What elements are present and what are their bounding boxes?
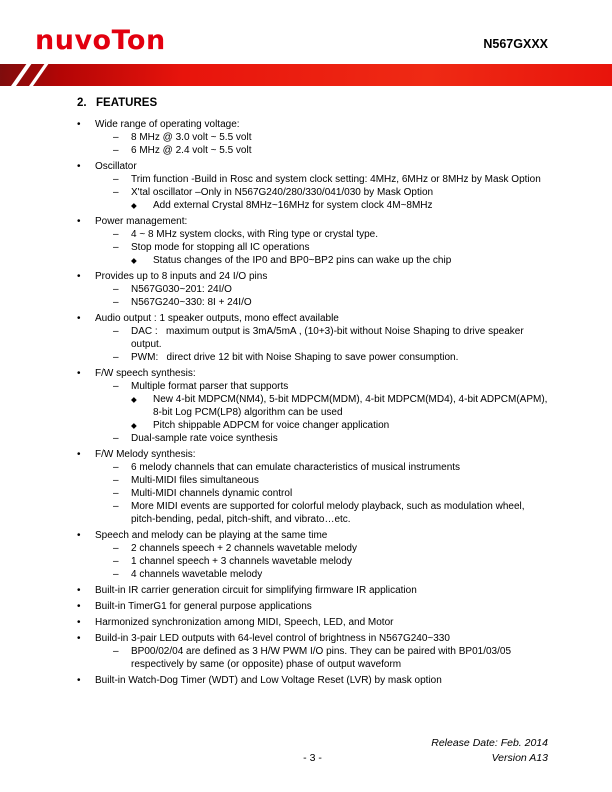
feature-item: [113, 173, 548, 186]
dash-icon: –: [113, 174, 119, 185]
section-title: FEATURES: [96, 97, 158, 109]
section-heading: [77, 97, 548, 109]
feature-text: Provides up to 8 inputs and 24 I/O pins: [95, 271, 268, 282]
feature-item: [131, 254, 548, 267]
dash-icon: –: [113, 284, 119, 295]
feature-item: [113, 568, 548, 581]
dash-icon: –: [113, 433, 119, 444]
bullet-icon: •: [77, 119, 81, 130]
feature-item: [77, 215, 548, 228]
feature-item: [113, 325, 548, 351]
page-header: [35, 26, 548, 56]
bullet-icon: •: [77, 601, 81, 612]
feature-item: [77, 312, 548, 325]
dash-icon: –: [113, 488, 119, 499]
dash-icon: –: [113, 569, 119, 580]
feature-text: Harmonized synchronization among MIDI, Speech, LED, and Motor: [95, 617, 394, 628]
feature-item: [77, 600, 548, 613]
features-list: [77, 118, 551, 687]
feature-item: [113, 283, 548, 296]
dash-icon: –: [113, 462, 119, 473]
feature-text: Multiple format parser that supports: [131, 381, 289, 392]
bullet-icon: •: [77, 449, 81, 460]
feature-text: Audio output : 1 speaker outputs, mono effect available: [95, 313, 339, 324]
feature-text: X'tal oscillator –Only in N567G240/280/330/041/030 by Mask Option: [131, 187, 434, 198]
feature-item: [131, 419, 548, 432]
bullet-icon: •: [77, 675, 81, 686]
feature-text: F/W speech synthesis:: [95, 368, 196, 379]
feature-item: [113, 131, 548, 144]
dash-icon: –: [113, 326, 119, 337]
feature-item: [113, 487, 548, 500]
dash-icon: –: [113, 297, 119, 308]
feature-text: 4 channels wavetable melody: [131, 569, 263, 580]
feature-text: F/W Melody synthesis:: [95, 449, 196, 460]
dash-icon: –: [113, 187, 119, 198]
feature-text: Power management:: [95, 216, 188, 227]
feature-text: Stop mode for stopping all IC operations: [131, 242, 310, 253]
feature-item: [131, 393, 551, 419]
release-date: Release Date: Feb. 2014: [431, 737, 548, 749]
feature-text: Built-in IR carrier generation circuit for simplifying firmware IR application: [95, 585, 417, 596]
feature-item: [131, 199, 548, 212]
feature-item: [113, 144, 548, 157]
feature-item: [77, 674, 548, 687]
feature-item: [113, 542, 548, 555]
footer-row: [77, 751, 548, 765]
feature-text: BP00/02/04 are defined as 3 H/W PWM I/O pins. They can be paired with BP01/03/05 respectively by same (or opposite) phase of output waveform: [131, 646, 514, 670]
feature-text: Status changes of the IP0 and BP0~BP2 pins can wake up the chip: [153, 255, 452, 266]
dash-icon: –: [113, 646, 119, 657]
dash-icon: –: [113, 556, 119, 567]
dash-icon: –: [113, 145, 119, 156]
dash-icon: –: [113, 242, 119, 253]
feature-text: PWM: direct drive 12 bit with Noise Shaping to save power consumption.: [131, 352, 459, 363]
feature-text: DAC : maximum output is 3mA/5mA , (10+3)-bit without Noise Shaping to drive speaker output.: [131, 326, 527, 350]
version-label: Version A13: [491, 752, 548, 764]
feature-item: [113, 351, 548, 364]
feature-item: [113, 380, 548, 393]
dash-icon: –: [113, 475, 119, 486]
dash-icon: –: [113, 501, 119, 512]
main-content: [77, 97, 551, 687]
feature-text: 6 MHz @ 2.4 volt ~ 5.5 volt: [131, 145, 252, 156]
document-number: N567GXXX: [483, 37, 548, 51]
dash-icon: –: [113, 229, 119, 240]
bullet-icon: •: [77, 617, 81, 628]
feature-item: [77, 448, 548, 461]
feature-item: [113, 645, 548, 671]
feature-item: [113, 474, 548, 487]
dash-icon: –: [113, 381, 119, 392]
bullet-icon: •: [77, 530, 81, 541]
bullet-icon: •: [77, 633, 81, 644]
bullet-icon: •: [77, 313, 81, 324]
feature-item: [77, 632, 548, 645]
feature-text: Multi-MIDI files simultaneous: [131, 475, 259, 486]
feature-text: Wide range of operating voltage:: [95, 119, 240, 130]
feature-item: [113, 500, 548, 526]
feature-item: [113, 296, 548, 309]
feature-item: [113, 432, 548, 445]
feature-text: 4 ~ 8 MHz system clocks, with Ring type or crystal type.: [131, 229, 379, 240]
bullet-icon: •: [77, 271, 81, 282]
feature-item: [77, 270, 548, 283]
feature-text: Trim function -Build in Rosc and system clock setting: 4MHz, 6MHz or 8MHz by Mask Option: [131, 174, 541, 185]
feature-text: Dual-sample rate voice synthesis: [131, 433, 278, 444]
feature-text: 8 MHz @ 3.0 volt ~ 5.5 volt: [131, 132, 252, 143]
feature-text: Build-in 3-pair LED outputs with 64-level control of brightness in N567G240~330: [95, 633, 450, 644]
feature-text: Built-in TimerG1 for general purpose applications: [95, 601, 312, 612]
feature-item: [77, 118, 548, 131]
dash-icon: –: [113, 543, 119, 554]
feature-text: 1 channel speech + 3 channels wavetable melody: [131, 556, 352, 567]
dash-icon: –: [113, 132, 119, 143]
feature-text: Speech and melody can be playing at the same time: [95, 530, 328, 541]
feature-item: [77, 367, 548, 380]
feature-item: [113, 555, 548, 568]
diamond-icon: ◆: [131, 421, 137, 430]
bullet-icon: •: [77, 161, 81, 172]
feature-item: [113, 228, 548, 241]
feature-text: Multi-MIDI channels dynamic control: [131, 488, 293, 499]
feature-text: 6 melody channels that can emulate characteristics of musical instruments: [131, 462, 461, 473]
feature-item: [113, 241, 548, 254]
nuvoton-logo: nuvoTon: [35, 25, 166, 56]
page-number: - 3 -: [303, 752, 322, 764]
bullet-icon: •: [77, 585, 81, 596]
section-number: 2.: [77, 97, 87, 109]
feature-text: More MIDI events are supported for colorful melody playback, such as modulation wheel, pitch-bending, pedal, pitch-shift, and vibrato…etc.: [131, 501, 528, 525]
feature-text: 2 channels speech + 2 channels wavetable melody: [131, 543, 357, 554]
feature-item: [77, 616, 548, 629]
diamond-icon: ◆: [131, 256, 137, 265]
feature-item: [77, 584, 548, 597]
feature-item: [113, 461, 548, 474]
bullet-icon: •: [77, 216, 81, 227]
feature-text: N567G240~330: 8I + 24I/O: [131, 297, 252, 308]
feature-text: Add external Crystal 8MHz~16MHz for system clock 4M~8MHz: [153, 200, 433, 211]
feature-item: [77, 529, 548, 542]
dash-icon: –: [113, 352, 119, 363]
feature-text: Built-in Watch-Dog Timer (WDT) and Low Voltage Reset (LVR) by mask option: [95, 675, 442, 686]
bullet-icon: •: [77, 368, 81, 379]
diamond-icon: ◆: [131, 395, 137, 404]
feature-item: [113, 186, 548, 199]
feature-item: [77, 160, 548, 173]
feature-text: N567G030~201: 24I/O: [131, 284, 232, 295]
feature-text: Pitch shippable ADPCM for voice changer application: [153, 420, 390, 431]
diamond-icon: ◆: [131, 201, 137, 210]
feature-text: Oscillator: [95, 161, 137, 172]
feature-text: New 4-bit MDPCM(NM4), 5-bit MDPCM(MDM), 4-bit MDPCM(MD4), 4-bit ADPCM(APM), 8-bit Log PCM(LP8) algorithm can be used: [153, 394, 551, 418]
header-red-band: [0, 64, 612, 86]
page-footer: [77, 736, 548, 765]
